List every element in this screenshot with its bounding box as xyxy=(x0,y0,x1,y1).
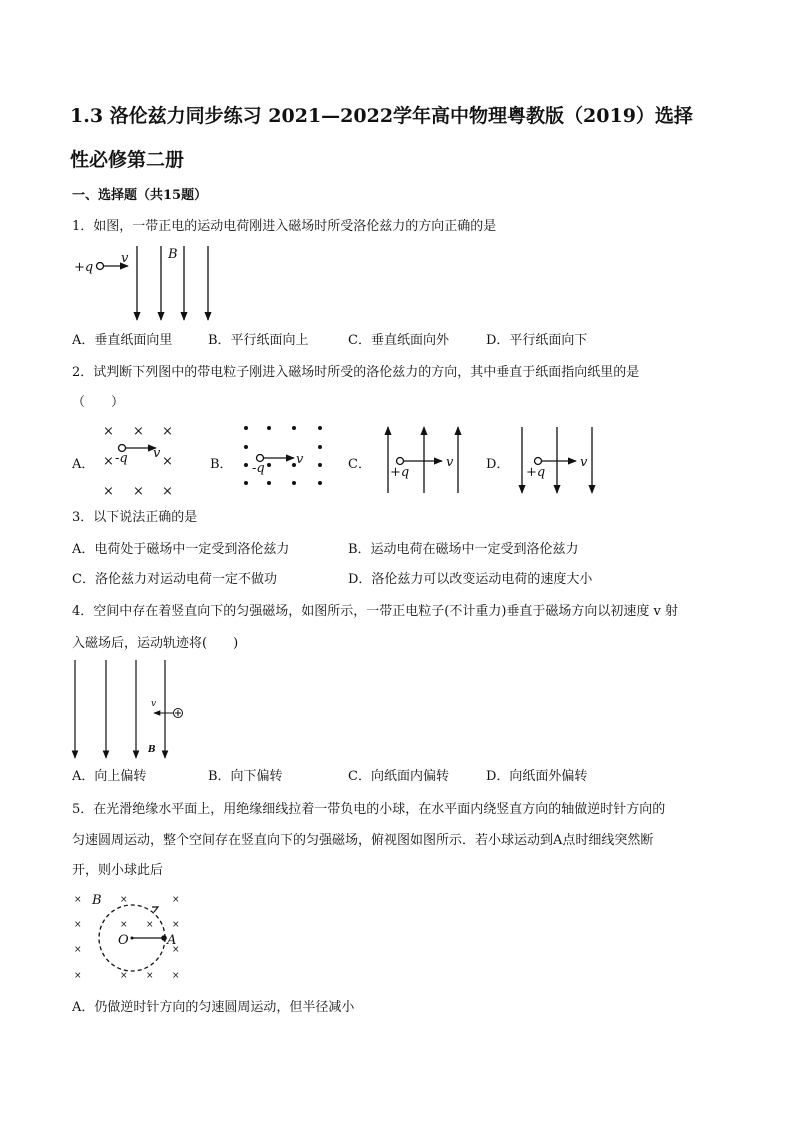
question-2-paren: （ ） xyxy=(72,395,125,410)
q2a-cross-field xyxy=(103,424,173,499)
q3-option-b: B．运动电荷在磁场中一定受到洛伦兹力 xyxy=(348,542,579,557)
svg-text:×: × xyxy=(133,484,144,499)
svg-text:×: × xyxy=(120,971,128,981)
q4-option-b: B．向下偏转 xyxy=(208,769,283,784)
q1-field-label: B xyxy=(168,247,178,262)
svg-text:×: × xyxy=(172,945,180,955)
q2b-charge-label: -q xyxy=(252,461,265,476)
page-title: 1.3 洛伦兹力同步练习 2021—2022学年高中物理粤教版（2019）选择 xyxy=(70,105,693,127)
svg-text:×: × xyxy=(103,454,114,469)
q4-option-c: C．向纸面内偏转 xyxy=(348,769,449,784)
svg-text:×: × xyxy=(133,424,144,439)
q4-option-d: D．向纸面外偏转 xyxy=(486,769,588,784)
q2b-velocity-label: v xyxy=(296,452,304,467)
page-title-line2: 性必修第二册 xyxy=(70,149,185,171)
question-3-stem: 3．以下说法正确的是 xyxy=(72,510,198,525)
svg-text:×: × xyxy=(103,484,114,499)
q2a-velocity-label: v xyxy=(153,446,161,461)
q2c-charge-label: +q xyxy=(390,465,410,480)
svg-text:×: × xyxy=(74,895,82,905)
q2-figure-c-label: C． xyxy=(348,457,371,472)
svg-text:×: × xyxy=(120,895,128,905)
q3-option-a: A．电荷处于磁场中一定受到洛伦兹力 xyxy=(72,542,290,557)
question-4-stem-line1: 4．空间中存在着竖直向下的匀强磁场，如图所示，一带正电粒子(不计重力)垂直于磁场方向以初速度 v 射 xyxy=(72,604,679,619)
q1-option-a: A．垂直纸面向里 xyxy=(72,333,173,348)
q3-option-d: D．洛伦兹力可以改变运动电荷的速度大小 xyxy=(348,572,593,587)
svg-text:×: × xyxy=(74,945,82,955)
q2-figure-d xyxy=(512,425,602,495)
svg-text:×: × xyxy=(172,895,180,905)
q2b-dot-field xyxy=(244,426,322,485)
svg-text:×: × xyxy=(162,454,173,469)
q4-velocity-label: v xyxy=(151,699,157,709)
q1-option-c: C．垂直纸面向外 xyxy=(348,333,449,348)
svg-text:×: × xyxy=(120,920,128,930)
q5-center-label: O xyxy=(118,933,129,948)
q5-center-point xyxy=(131,937,134,940)
svg-text:×: × xyxy=(74,920,82,930)
question-4-figure xyxy=(70,658,190,760)
question-1-figure xyxy=(70,240,230,322)
q4-option-a: A．向上偏转 xyxy=(72,769,147,784)
q2d-charge-icon xyxy=(535,458,542,465)
svg-text:×: × xyxy=(172,971,180,981)
q1-option-d: D．平行纸面向下 xyxy=(486,333,588,348)
question-5-figure xyxy=(72,888,187,983)
q2d-charge-label: +q xyxy=(526,465,546,480)
svg-text:×: × xyxy=(103,424,114,439)
q1-charge-icon xyxy=(97,263,104,270)
q2-figure-b-label: B． xyxy=(210,457,233,472)
q1-charge-label: +q xyxy=(74,260,94,275)
q2c-velocity-label: v xyxy=(446,455,454,470)
question-5-stem-line2: 匀速圆周运动，整个空间存在竖直向下的匀强磁场，俯视图如图所示．若小球运动到A点时细线突然断 xyxy=(72,833,654,848)
q5-point-label: A xyxy=(167,933,177,948)
q5-direction-arrow xyxy=(152,907,158,912)
question-2-stem: 2．试判断下列图中的带电粒子刚进入磁场时所受的洛伦兹力的方向，其中垂直于纸面指向纸里的是 xyxy=(72,365,640,380)
q5-option-a: A．仍做逆时针方向的匀速圆周运动，但半径减小 xyxy=(72,1000,355,1015)
q2-figure-d-label: D． xyxy=(486,457,510,472)
question-4-stem-line2: 入磁场后，运动轨迹将( ) xyxy=(72,636,239,651)
q2-figure-b xyxy=(236,422,331,490)
q2-figure-c xyxy=(378,425,468,495)
q2-figure-a-label: A． xyxy=(72,457,95,472)
svg-text:×: × xyxy=(146,971,154,981)
svg-text:×: × xyxy=(146,920,154,930)
question-1-stem: 1．如图，一带正电的运动电荷刚进入磁场时所受洛伦兹力的方向正确的是 xyxy=(72,219,497,234)
q2d-velocity-label: v xyxy=(580,455,588,470)
q2c-charge-icon xyxy=(397,458,404,465)
q1-option-b: B．平行纸面向上 xyxy=(208,333,309,348)
q5-field-label: B xyxy=(92,893,102,908)
section-heading: 一、选择题（共15题） xyxy=(72,188,208,203)
q2a-charge-label: -q xyxy=(115,451,128,466)
question-5-stem-line1: 5．在光滑绝缘水平面上，用绝缘细线拉着一带负电的小球，在水平面内绕竖直方向的轴做逆时针方向的 xyxy=(72,802,666,817)
q1-velocity-label: v xyxy=(121,251,129,266)
svg-text:×: × xyxy=(172,920,180,930)
q4-field-label: B xyxy=(148,745,156,755)
q3-option-c: C．洛伦兹力对运动电荷一定不做功 xyxy=(72,572,277,587)
q2-figure-a xyxy=(98,422,183,497)
q5-ball xyxy=(161,935,167,941)
svg-text:×: × xyxy=(162,484,173,499)
question-5-stem-line3: 开，则小球此后 xyxy=(72,863,164,878)
svg-text:×: × xyxy=(74,971,82,981)
svg-text:×: × xyxy=(162,424,173,439)
